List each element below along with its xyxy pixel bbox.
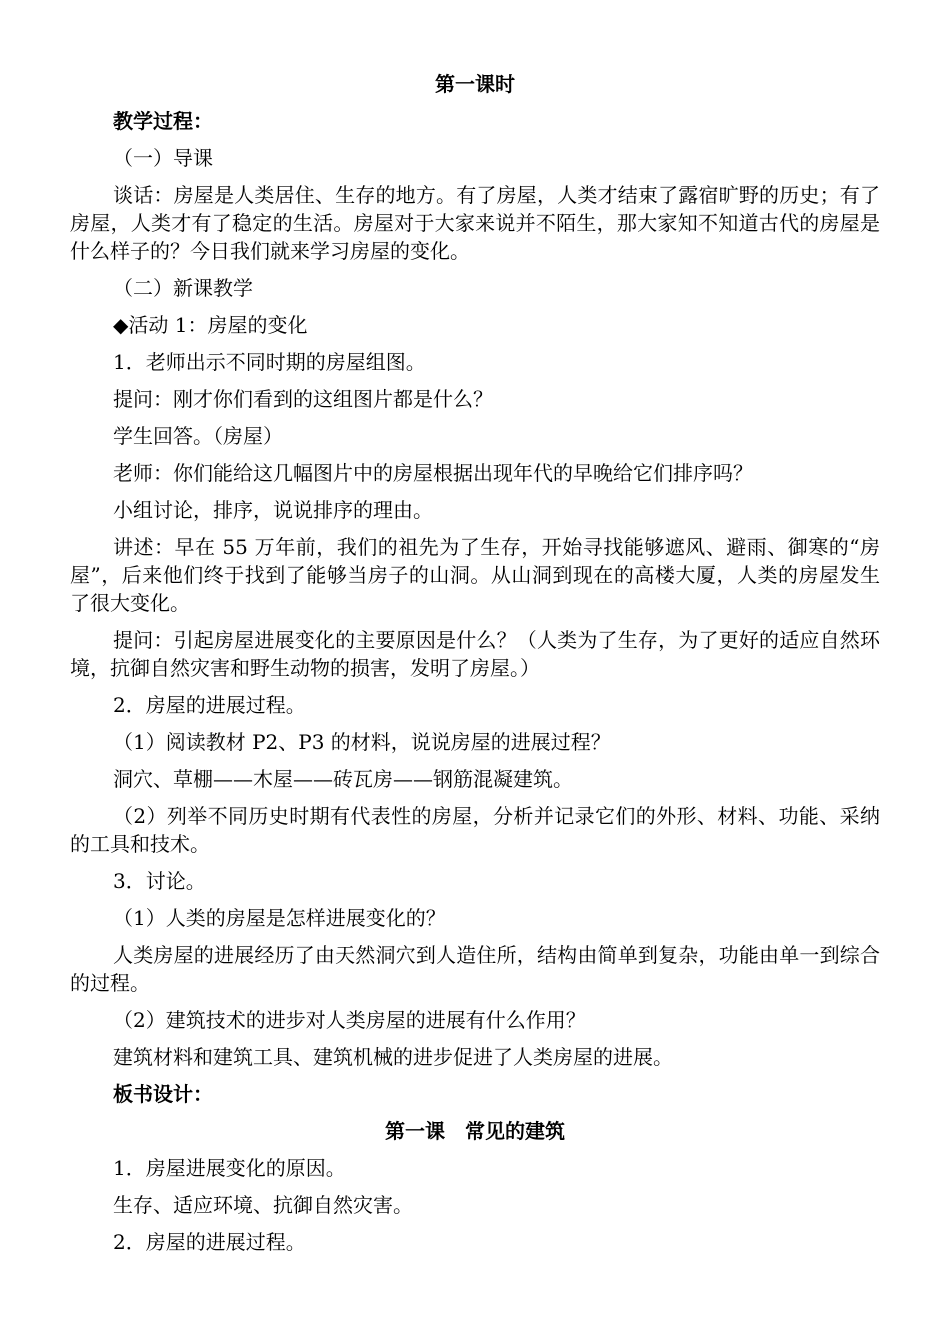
paragraph: （2）列举不同历史时期有代表性的房屋，分析并记录它们的外形、材料、功能、采纳的工具和技术。 [70, 804, 880, 856]
paragraph: 2．房屋的进展过程。 [113, 693, 306, 717]
paragraph: 谈话：房屋是人类居住、生存的地方。有了房屋，人类才结束了露宿旷野的历史；有了房屋，人类才有了稳定的生活。房屋对于大家来说并不陌生，那大家知不知道古代的房屋是什么样子的？今日我们就来学习房屋的变化。 [70, 183, 880, 263]
board-design-title: 第一课 常见的建筑 [385, 1119, 565, 1143]
paragraph: 生存、适应环境、抗御自然灾害。 [113, 1193, 413, 1217]
section-heading: 板书设计： [113, 1082, 213, 1106]
paragraph: 学生回答。（房屋） [113, 424, 283, 448]
paragraph: ◆活动 1：房屋的变化 [113, 313, 308, 337]
paragraph: 人类房屋的进展经历了由天然洞穴到人造住所，结构由简单到复杂，功能由单一到综合的过程。 [70, 943, 880, 995]
paragraph: （一）导课 [113, 146, 213, 170]
paragraph: 2．房屋的进展过程。 [113, 1230, 306, 1254]
document-page [70, 70, 880, 1265]
paragraph: 提问：刚才你们看到的这组图片都是什么？ [113, 387, 493, 411]
paragraph: 洞穴、草棚——木屋——砖瓦房——钢筋混凝建筑。 [113, 767, 573, 791]
paragraph: 讲述：早在 55 万年前，我们的祖先为了生存，开始寻找能够遮风、避雨、御寒的“房屋”，后来他们终于找到了能够当房子的山洞。从山洞到现在的高楼大厦，人类的房屋发生了很大变化。 [70, 535, 880, 615]
paragraph: （1）人类的房屋是怎样进展变化的？ [113, 906, 446, 930]
paragraph: （2）建筑技术的进步对人类房屋的进展有什么作用？ [113, 1008, 586, 1032]
paragraph: （二）新课教学 [113, 276, 253, 300]
paragraph: 1．老师出示不同时期的房屋组图。 [113, 350, 426, 374]
paragraph: 老师：你们能给这几幅图片中的房屋根据出现年代的早晚给它们排序吗？ [113, 461, 753, 485]
paragraph: （1）阅读教材 P2、P3 的材料，说说房屋的进展过程？ [113, 730, 611, 754]
section-heading: 教学过程： [113, 109, 213, 133]
paragraph: 提问：引起房屋进展变化的主要原因是什么？（人类为了生存，为了更好的适应自然环境，抗御自然灾害和野生动物的损害，发明了房屋。） [70, 628, 880, 680]
paragraph: 3．讨论。 [113, 869, 206, 893]
document-body [70, 107, 880, 1256]
paragraph: 小组讨论，排序，说说排序的理由。 [113, 498, 433, 522]
document-title: 第一课时 [435, 72, 515, 96]
paragraph: 建筑材料和建筑工具、建筑机械的进步促进了人类房屋的进展。 [113, 1045, 673, 1069]
paragraph: 1．房屋进展变化的原因。 [113, 1156, 346, 1180]
